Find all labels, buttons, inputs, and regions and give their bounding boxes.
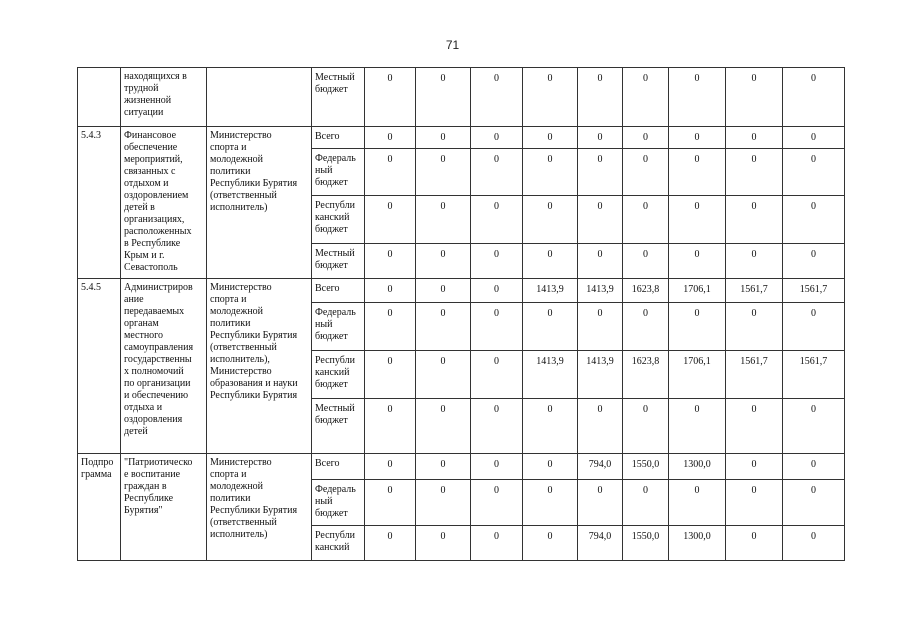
amount-cell: 0 bbox=[623, 68, 669, 127]
amount-cell: 0 bbox=[471, 480, 523, 526]
funding-source: Местный бюджет bbox=[312, 68, 365, 127]
amount-cell: 0 bbox=[365, 127, 416, 149]
row-executor: Министерство спорта и молодежной политики Республики Бурятия (ответственный исполнитель) bbox=[207, 127, 312, 279]
amount-cell: 1413,9 bbox=[578, 279, 623, 303]
amount-cell: 0 bbox=[471, 279, 523, 303]
amount-cell: 0 bbox=[623, 244, 669, 279]
amount-cell: 794,0 bbox=[578, 454, 623, 480]
amount-cell: 1550,0 bbox=[623, 526, 669, 561]
amount-cell: 0 bbox=[578, 149, 623, 196]
row-name: Финансовое обеспечение мероприятий, связанных с отдыхом и оздоровлением детей в организациях, расположенных в Республике Крым и г. Севастополь bbox=[121, 127, 207, 279]
amount-cell: 0 bbox=[471, 196, 523, 244]
amount-cell: 1561,7 bbox=[726, 279, 783, 303]
amount-cell: 0 bbox=[416, 149, 471, 196]
amount-cell: 0 bbox=[365, 480, 416, 526]
amount-cell: 0 bbox=[783, 454, 845, 480]
amount-cell: 0 bbox=[726, 303, 783, 351]
amount-cell: 0 bbox=[578, 399, 623, 454]
amount-cell: 1623,8 bbox=[623, 351, 669, 399]
amount-cell: 0 bbox=[726, 149, 783, 196]
amount-cell: 0 bbox=[783, 149, 845, 196]
funding-source: Местный бюджет bbox=[312, 244, 365, 279]
funding-source: Республи канский bbox=[312, 526, 365, 561]
row-code: 5.4.3 bbox=[78, 127, 121, 279]
amount-cell: 0 bbox=[726, 526, 783, 561]
amount-cell: 0 bbox=[669, 127, 726, 149]
amount-cell: 0 bbox=[669, 196, 726, 244]
amount-cell: 0 bbox=[523, 68, 578, 127]
amount-cell: 0 bbox=[365, 279, 416, 303]
amount-cell: 0 bbox=[783, 196, 845, 244]
amount-cell: 1300,0 bbox=[669, 526, 726, 561]
amount-cell: 0 bbox=[365, 399, 416, 454]
amount-cell: 0 bbox=[416, 244, 471, 279]
amount-cell: 0 bbox=[669, 399, 726, 454]
amount-cell: 0 bbox=[523, 454, 578, 480]
amount-cell: 1561,7 bbox=[783, 351, 845, 399]
amount-cell: 1413,9 bbox=[523, 279, 578, 303]
amount-cell: 0 bbox=[365, 303, 416, 351]
row-code: 5.4.5 bbox=[78, 279, 121, 454]
amount-cell: 0 bbox=[416, 399, 471, 454]
funding-source: Республи канский бюджет bbox=[312, 351, 365, 399]
amount-cell: 0 bbox=[523, 127, 578, 149]
row-executor bbox=[207, 68, 312, 127]
amount-cell: 0 bbox=[783, 399, 845, 454]
amount-cell: 1623,8 bbox=[623, 279, 669, 303]
amount-cell: 0 bbox=[783, 244, 845, 279]
amount-cell: 1561,7 bbox=[726, 351, 783, 399]
amount-cell: 0 bbox=[471, 399, 523, 454]
amount-cell: 0 bbox=[623, 303, 669, 351]
amount-cell: 0 bbox=[726, 68, 783, 127]
amount-cell: 0 bbox=[523, 526, 578, 561]
amount-cell: 0 bbox=[523, 149, 578, 196]
amount-cell: 0 bbox=[416, 480, 471, 526]
table-row bbox=[78, 68, 845, 127]
amount-cell: 0 bbox=[523, 196, 578, 244]
amount-cell: 0 bbox=[471, 244, 523, 279]
amount-cell: 0 bbox=[416, 526, 471, 561]
amount-cell: 1413,9 bbox=[578, 351, 623, 399]
amount-cell: 0 bbox=[726, 127, 783, 149]
amount-cell: 0 bbox=[783, 303, 845, 351]
page-number: 71 bbox=[445, 38, 460, 52]
amount-cell: 0 bbox=[416, 279, 471, 303]
row-executor: Министерство спорта и молодежной политики Республики Бурятия (ответственный исполнитель), Министерство образования и науки Республики Бурятия bbox=[207, 279, 312, 454]
amount-cell: 0 bbox=[669, 480, 726, 526]
amount-cell: 0 bbox=[471, 149, 523, 196]
amount-cell: 0 bbox=[523, 399, 578, 454]
amount-cell: 0 bbox=[623, 399, 669, 454]
funding-source: Республи канский бюджет bbox=[312, 196, 365, 244]
amount-cell: 0 bbox=[523, 303, 578, 351]
amount-cell: 0 bbox=[783, 480, 845, 526]
amount-cell: 0 bbox=[365, 244, 416, 279]
funding-source: Всего bbox=[312, 279, 365, 303]
amount-cell: 0 bbox=[783, 127, 845, 149]
amount-cell: 0 bbox=[523, 244, 578, 279]
amount-cell: 0 bbox=[365, 149, 416, 196]
amount-cell: 0 bbox=[578, 68, 623, 127]
row-code: Подпро грамма bbox=[78, 454, 121, 561]
funding-source: Местный бюджет bbox=[312, 399, 365, 454]
amount-cell: 0 bbox=[726, 399, 783, 454]
amount-cell: 0 bbox=[471, 68, 523, 127]
amount-cell: 0 bbox=[578, 480, 623, 526]
amount-cell: 0 bbox=[471, 454, 523, 480]
amount-cell: 0 bbox=[471, 303, 523, 351]
amount-cell: 0 bbox=[416, 351, 471, 399]
amount-cell: 1550,0 bbox=[623, 454, 669, 480]
amount-cell: 0 bbox=[416, 303, 471, 351]
amount-cell: 0 bbox=[669, 149, 726, 196]
row-code bbox=[78, 68, 121, 127]
amount-cell: 0 bbox=[623, 127, 669, 149]
amount-cell: 0 bbox=[416, 196, 471, 244]
amount-cell: 0 bbox=[578, 303, 623, 351]
amount-cell: 0 bbox=[578, 244, 623, 279]
budget-table bbox=[77, 67, 845, 561]
funding-source: Федераль ный бюджет bbox=[312, 149, 365, 196]
amount-cell: 0 bbox=[416, 68, 471, 127]
funding-source: Всего bbox=[312, 454, 365, 480]
amount-cell: 1300,0 bbox=[669, 454, 726, 480]
amount-cell: 0 bbox=[523, 480, 578, 526]
amount-cell: 0 bbox=[623, 480, 669, 526]
amount-cell: 0 bbox=[471, 127, 523, 149]
amount-cell: 0 bbox=[726, 244, 783, 279]
amount-cell: 1706,1 bbox=[669, 351, 726, 399]
amount-cell: 0 bbox=[578, 196, 623, 244]
amount-cell: 0 bbox=[365, 351, 416, 399]
amount-cell: 0 bbox=[471, 351, 523, 399]
table-row bbox=[78, 454, 845, 480]
amount-cell: 0 bbox=[365, 68, 416, 127]
row-name: Администриров ание передаваемых органам местного самоуправления государственны х полномочий по организации и обеспечению отдыха и оздоровления детей bbox=[121, 279, 207, 454]
amount-cell: 0 bbox=[365, 526, 416, 561]
row-name: находящихся в трудной жизненной ситуации bbox=[121, 68, 207, 127]
table-row bbox=[78, 279, 845, 303]
amount-cell: 1413,9 bbox=[523, 351, 578, 399]
amount-cell: 0 bbox=[726, 480, 783, 526]
row-name: "Патриотическо е воспитание граждан в Республике Бурятия" bbox=[121, 454, 207, 561]
amount-cell: 1561,7 bbox=[783, 279, 845, 303]
table-row bbox=[78, 127, 845, 149]
amount-cell: 0 bbox=[669, 303, 726, 351]
amount-cell: 0 bbox=[726, 454, 783, 480]
amount-cell: 1706,1 bbox=[669, 279, 726, 303]
amount-cell: 0 bbox=[623, 149, 669, 196]
funding-source: Федераль ный бюджет bbox=[312, 303, 365, 351]
amount-cell: 0 bbox=[783, 526, 845, 561]
amount-cell: 0 bbox=[365, 454, 416, 480]
funding-source: Федераль ный бюджет bbox=[312, 480, 365, 526]
row-executor: Министерство спорта и молодежной политики Республики Бурятия (ответственный исполнитель) bbox=[207, 454, 312, 561]
funding-source: Всего bbox=[312, 127, 365, 149]
amount-cell: 0 bbox=[623, 196, 669, 244]
amount-cell: 794,0 bbox=[578, 526, 623, 561]
amount-cell: 0 bbox=[669, 68, 726, 127]
amount-cell: 0 bbox=[365, 196, 416, 244]
amount-cell: 0 bbox=[578, 127, 623, 149]
amount-cell: 0 bbox=[471, 526, 523, 561]
amount-cell: 0 bbox=[669, 244, 726, 279]
amount-cell: 0 bbox=[726, 196, 783, 244]
amount-cell: 0 bbox=[416, 454, 471, 480]
amount-cell: 0 bbox=[416, 127, 471, 149]
amount-cell: 0 bbox=[783, 68, 845, 127]
